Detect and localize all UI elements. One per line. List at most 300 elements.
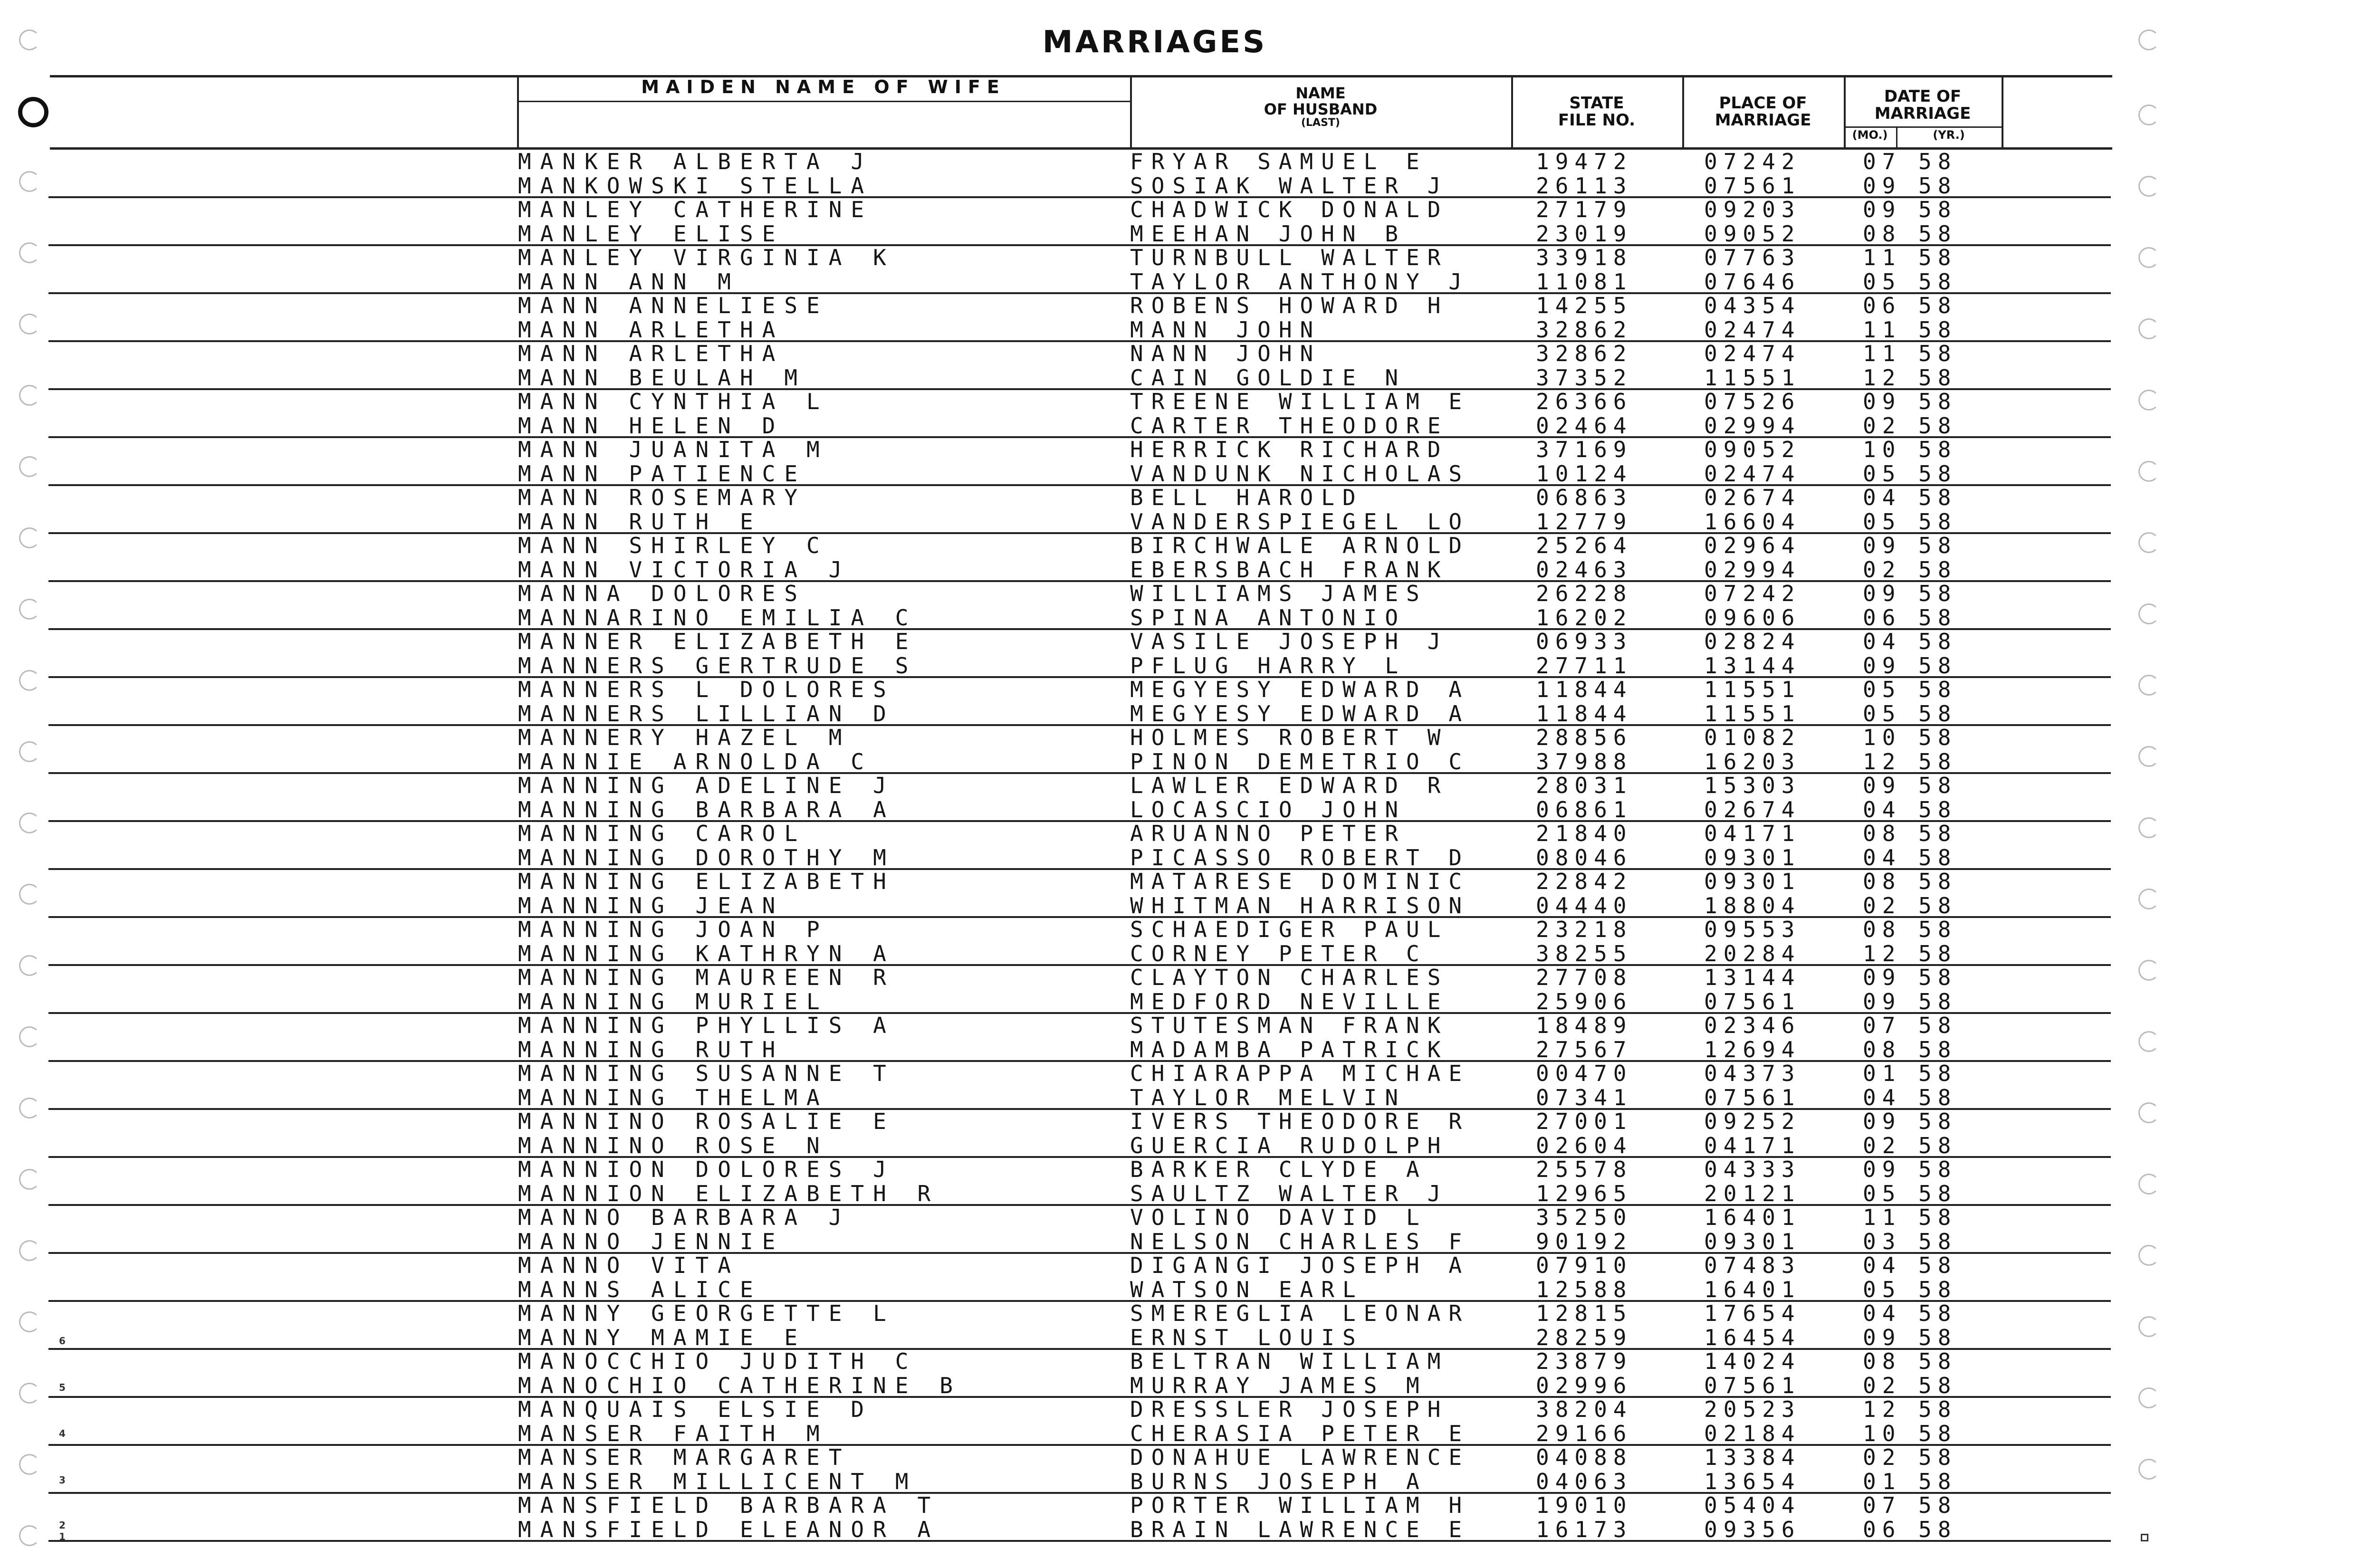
table-row [518, 221, 2005, 245]
binder-hole-icon [19, 741, 40, 762]
place-of-marriage: 07242 [1704, 581, 1801, 606]
place-of-marriage: 07561 [1704, 988, 1801, 1014]
marriage-year: 58 [1918, 485, 1957, 510]
marriage-month: 09 [1863, 1324, 1902, 1350]
place-of-marriage: 09606 [1704, 604, 1801, 631]
table-row [518, 1133, 2005, 1157]
binder-hole-icon [2138, 1316, 2159, 1337]
marriage-month: 10 [1863, 725, 1902, 750]
records-list [518, 149, 2005, 1540]
husband-name: PORTER WILLIAM H [1130, 1492, 1470, 1518]
table-row [518, 557, 2005, 581]
husband-name: HERRICK RICHARD [1130, 437, 1449, 462]
husband-name: SCHAEDIGER PAUL [1130, 917, 1449, 942]
husband-name: TAYLOR MELVIN [1130, 1084, 1407, 1110]
place-of-marriage: 02994 [1704, 556, 1801, 583]
marriage-year: 58 [1918, 1516, 1957, 1542]
husband-name: SOSIAK WALTER J [1130, 172, 1449, 199]
state-file-no: 37352 [1536, 364, 1633, 391]
state-file-no: 32862 [1536, 316, 1633, 343]
state-file-no: 02463 [1536, 556, 1633, 583]
place-of-marriage: 13384 [1704, 1444, 1801, 1470]
place-of-marriage: 09356 [1704, 1516, 1801, 1542]
binder-hole-icon [2138, 960, 2159, 981]
marriage-month: 04 [1863, 485, 1902, 510]
husband-name: BIRCHWALE ARNOLD [1130, 533, 1470, 558]
state-file-no: 12779 [1536, 508, 1633, 535]
state-file-no: 02996 [1536, 1372, 1633, 1398]
table-row [518, 1492, 2005, 1517]
place-of-marriage: 07561 [1704, 1372, 1801, 1398]
table-row [518, 797, 2005, 821]
marriage-month: 01 [1863, 1061, 1902, 1086]
table-row [518, 1373, 2005, 1397]
marriage-year: 58 [1918, 1492, 1957, 1518]
husband-name: VANDUNK NICHOLAS [1130, 460, 1470, 487]
marriage-year: 58 [1918, 1180, 1957, 1206]
place-of-marriage: 09203 [1704, 197, 1801, 222]
header-place-line2: MARRIAGE [1715, 110, 1811, 130]
binder-hole-icon [19, 955, 40, 976]
state-file-no: 10124 [1536, 460, 1633, 487]
table-row [518, 509, 2005, 533]
place-of-marriage: 07526 [1704, 389, 1801, 414]
marriage-year: 58 [1918, 940, 1957, 966]
marriage-year: 58 [1918, 1013, 1957, 1038]
place-of-marriage: 04171 [1704, 821, 1801, 846]
marriage-month: 08 [1863, 821, 1902, 846]
husband-name: CHERASIA PETER E [1130, 1420, 1470, 1446]
husband-name: MEGYESY EDWARD A [1130, 677, 1470, 702]
marriage-month: 10 [1863, 1420, 1902, 1446]
table-row [518, 845, 2005, 869]
marriage-month: 09 [1863, 581, 1902, 606]
marriage-year: 58 [1918, 341, 1957, 366]
marriage-year: 58 [1918, 1084, 1957, 1110]
husband-name: DRESSLER JOSEPH [1130, 1396, 1449, 1422]
husband-name: WHITMAN HARRISON [1130, 892, 1470, 918]
binder-hole-icon [19, 1525, 40, 1546]
marriage-month: 04 [1863, 629, 1902, 654]
place-of-marriage: 17654 [1704, 1300, 1801, 1326]
wife-name: MANKER ALBERTA J [518, 149, 873, 174]
husband-name: BURNS JOSEPH A [1130, 1468, 1428, 1494]
table-row [518, 773, 2005, 797]
marriage-year: 58 [1918, 652, 1957, 679]
marriage-year: 58 [1918, 149, 1957, 174]
place-of-marriage: 20284 [1704, 940, 1801, 966]
marriage-year: 58 [1918, 437, 1957, 462]
marriage-month: 10 [1863, 437, 1902, 462]
wife-name: MANQUAIS ELSIE D [518, 1396, 873, 1422]
wife-name: MANNING PHYLLIS A [518, 1013, 895, 1038]
marriage-month: 06 [1863, 1516, 1902, 1542]
husband-name: PFLUG HARRY L [1130, 652, 1407, 679]
place-of-marriage: 09553 [1704, 917, 1801, 942]
table-row [518, 605, 2005, 629]
wife-name: MANNING THELMA [518, 1084, 829, 1110]
place-of-marriage: 14024 [1704, 1348, 1801, 1374]
table-row [518, 1277, 2005, 1301]
wife-name: MANNER ELIZABETH E [518, 629, 918, 654]
wife-name: MANLEY VIRGINIA K [518, 245, 895, 270]
marriage-month: 08 [1863, 1036, 1902, 1062]
header-husband [1130, 86, 1511, 128]
marriage-year: 58 [1918, 1420, 1957, 1446]
marriage-month: 05 [1863, 1180, 1902, 1206]
place-of-marriage: 02474 [1704, 316, 1801, 343]
marriage-month: 02 [1863, 892, 1902, 918]
marriage-year: 58 [1918, 245, 1957, 270]
place-of-marriage: 11551 [1704, 700, 1801, 727]
table-row [518, 1252, 2005, 1277]
place-of-marriage: 05404 [1704, 1492, 1801, 1518]
binder-hole-icon [19, 1098, 40, 1119]
marriage-month: 09 [1863, 172, 1902, 199]
marriage-year: 58 [1918, 1132, 1957, 1158]
place-of-marriage: 04354 [1704, 293, 1801, 318]
wife-name: MANNINO ROSE N [518, 1132, 829, 1158]
marriage-month: 02 [1863, 412, 1902, 439]
state-file-no: 28259 [1536, 1324, 1633, 1350]
husband-name: MURRAY JAMES M [1130, 1372, 1428, 1398]
place-of-marriage: 02184 [1704, 1420, 1801, 1446]
marriage-month: 11 [1863, 245, 1902, 270]
marriage-month: 04 [1863, 1252, 1902, 1278]
wife-name: MANSFIELD BARBARA T [518, 1492, 940, 1518]
place-of-marriage: 20121 [1704, 1180, 1801, 1206]
table-row [518, 893, 2005, 917]
header-place-line1: PLACE OF [1719, 94, 1807, 113]
table-row [518, 677, 2005, 701]
marriage-year: 58 [1918, 773, 1957, 798]
marriage-month: 07 [1863, 1013, 1902, 1038]
binder-hole-icon [2138, 889, 2159, 909]
place-of-marriage: 09301 [1704, 1228, 1801, 1254]
marriage-year: 58 [1918, 892, 1957, 918]
marriage-month: 12 [1863, 748, 1902, 774]
place-of-marriage: 12694 [1704, 1036, 1801, 1062]
marriage-year: 58 [1918, 965, 1957, 990]
table-row [518, 1421, 2005, 1445]
marriage-year: 58 [1918, 1444, 1957, 1470]
table-row [518, 653, 2005, 677]
marriage-year: 58 [1918, 508, 1957, 535]
state-file-no: 06933 [1536, 629, 1633, 654]
state-file-no: 12965 [1536, 1180, 1633, 1206]
wife-name: MANNING KATHRYN A [518, 940, 895, 966]
state-file-no: 27567 [1536, 1036, 1633, 1062]
binder-hole-icon [2138, 1245, 2159, 1266]
binder-hole-icon [2138, 390, 2159, 411]
binder-hole-icon [2138, 1102, 2159, 1123]
marriage-year: 58 [1918, 316, 1957, 343]
marriage-month: 07 [1863, 149, 1902, 174]
margin-number: 1 [59, 1531, 66, 1542]
husband-name: DONAHUE LAWRENCE [1130, 1444, 1470, 1470]
place-of-marriage: 02994 [1704, 412, 1801, 439]
husband-name: VOLINO DAVID L [1130, 1205, 1428, 1230]
state-file-no: 38255 [1536, 940, 1633, 966]
wife-name: MANNINO ROSALIE E [518, 1109, 895, 1134]
wife-name: MANNA DOLORES [518, 581, 807, 606]
marriage-month: 04 [1863, 844, 1902, 870]
marriage-year: 58 [1918, 268, 1957, 295]
table-row [518, 1157, 2005, 1181]
marriage-year: 58 [1918, 748, 1957, 774]
marriage-year: 58 [1918, 389, 1957, 414]
husband-name: IVERS THEODORE R [1130, 1109, 1470, 1134]
table-row [518, 1085, 2005, 1109]
wife-header-divider [517, 101, 1130, 102]
wife-name: MANNING SUSANNE T [518, 1061, 895, 1086]
state-file-no: 33918 [1536, 245, 1633, 270]
state-file-no: 26228 [1536, 581, 1633, 606]
state-file-no: 22842 [1536, 869, 1633, 894]
marriage-month: 09 [1863, 389, 1902, 414]
wife-name: MANNING MAUREEN R [518, 965, 895, 990]
husband-name: LAWLER EDWARD R [1130, 773, 1449, 798]
husband-name: STUTESMAN FRANK [1130, 1013, 1449, 1038]
husband-name: WILLIAMS JAMES [1130, 581, 1428, 606]
place-of-marriage: 16203 [1704, 748, 1801, 774]
place-of-marriage: 07561 [1704, 172, 1801, 199]
state-file-no: 27711 [1536, 652, 1633, 679]
place-of-marriage: 04171 [1704, 1132, 1801, 1158]
state-file-no: 29166 [1536, 1420, 1633, 1446]
marriage-year: 58 [1918, 1157, 1957, 1182]
state-file-no: 25578 [1536, 1157, 1633, 1182]
marriage-year: 58 [1918, 988, 1957, 1014]
header-mo: (MO.) [1852, 128, 1888, 142]
place-of-marriage: 02474 [1704, 460, 1801, 487]
marriage-month: 08 [1863, 917, 1902, 942]
table-row [518, 149, 2005, 173]
binder-hole-icon [2138, 675, 2159, 696]
husband-name: CARTER THEODORE [1130, 412, 1449, 439]
marriage-year: 58 [1918, 844, 1957, 870]
binder-hole-icon [2138, 1459, 2159, 1480]
marriage-month: 02 [1863, 1444, 1902, 1470]
place-of-marriage: 02964 [1704, 533, 1801, 558]
place-of-marriage: 13144 [1704, 965, 1801, 990]
state-file-no: 32862 [1536, 341, 1633, 366]
husband-name: LOCASCIO JOHN [1130, 796, 1407, 822]
husband-name: CLAYTON CHARLES [1130, 965, 1449, 990]
place-of-marriage: 13654 [1704, 1468, 1801, 1494]
husband-name: WATSON EARL [1130, 1276, 1364, 1302]
binder-hole-icon [2138, 29, 2159, 50]
wife-name: MANNERY HAZEL M [518, 725, 851, 750]
state-file-no: 35250 [1536, 1205, 1633, 1230]
place-of-marriage: 09052 [1704, 437, 1801, 462]
wife-name: MANN HELEN D [518, 412, 785, 439]
wife-name: MANSER MARGARET [518, 1444, 851, 1470]
wife-name: MANNION ELIZABETH R [518, 1180, 940, 1206]
wife-name: MANLEY ELISE [518, 220, 785, 247]
marriage-year: 58 [1918, 677, 1957, 702]
state-file-no: 19010 [1536, 1492, 1633, 1518]
marriage-year: 58 [1918, 1061, 1957, 1086]
binder-hole-icon [2138, 532, 2159, 553]
state-file-no: 26366 [1536, 389, 1633, 414]
wife-name: MANNERS LILLIAN D [518, 700, 895, 727]
header-top-rule [50, 75, 2112, 77]
wife-name: MANNING JEAN [518, 892, 785, 918]
table-row [518, 1205, 2005, 1229]
binder-hole-icon [19, 1311, 40, 1332]
marriage-year: 58 [1918, 1228, 1957, 1254]
wife-name: MANNION DOLORES J [518, 1157, 895, 1182]
state-file-no: 12588 [1536, 1276, 1633, 1302]
place-of-marriage: 13144 [1704, 652, 1801, 679]
state-file-no: 11844 [1536, 700, 1633, 727]
husband-name: BELTRAN WILLIAM [1130, 1348, 1449, 1374]
table-row [518, 965, 2005, 989]
husband-name: MEDFORD NEVILLE [1130, 988, 1449, 1014]
binder-hole-icon [19, 29, 40, 50]
state-file-no: 11844 [1536, 677, 1633, 702]
husband-name: MANN JOHN [1130, 316, 1322, 343]
state-file-no: 26113 [1536, 172, 1633, 199]
wife-name: MANN VICTORIA J [518, 556, 851, 583]
wife-name: MANOCHIO CATHERINE B [518, 1372, 962, 1398]
wife-name: MANNING MURIEL [518, 988, 829, 1014]
state-file-no: 04440 [1536, 892, 1633, 918]
header-yr: (YR.) [1933, 128, 1965, 142]
marriage-month: 09 [1863, 652, 1902, 679]
row-pair-rule [48, 1540, 2111, 1542]
husband-name: FRYAR SAMUEL E [1130, 149, 1428, 174]
marriage-month: 05 [1863, 1276, 1902, 1302]
state-file-no: 08046 [1536, 844, 1633, 870]
marriage-month: 11 [1863, 316, 1902, 343]
state-file-no: 06861 [1536, 796, 1633, 822]
state-file-no: 25906 [1536, 988, 1633, 1014]
wife-name: MANN ANNELIESE [518, 293, 829, 318]
wife-name: MANN BEULAH M [518, 364, 807, 391]
wife-name: MANNARINO EMILIA C [518, 604, 918, 631]
marriage-month: 09 [1863, 965, 1902, 990]
table-row [518, 1517, 2005, 1541]
marriage-year: 58 [1918, 917, 1957, 942]
marriage-year: 58 [1918, 1324, 1957, 1350]
place-of-marriage: 04373 [1704, 1061, 1801, 1086]
marriage-year: 58 [1918, 533, 1957, 558]
table-row [518, 581, 2005, 605]
marriage-month: 08 [1863, 869, 1902, 894]
wife-name: MANSER FAITH M [518, 1420, 829, 1446]
wife-name: MANN ARLETHA [518, 341, 785, 366]
marriage-year: 58 [1918, 1300, 1957, 1326]
marriage-month: 12 [1863, 1396, 1902, 1422]
state-file-no: 19472 [1536, 149, 1633, 174]
state-file-no: 25264 [1536, 533, 1633, 558]
table-row [518, 389, 2005, 413]
table-row [518, 413, 2005, 437]
table-row [518, 629, 2005, 653]
table-row [518, 701, 2005, 725]
state-file-no: 23218 [1536, 917, 1633, 942]
state-file-no: 00470 [1536, 1061, 1633, 1086]
date-header-divider [1844, 126, 2002, 128]
state-file-no: 90192 [1536, 1228, 1633, 1254]
header-file [1511, 95, 1682, 129]
state-file-no: 27179 [1536, 197, 1633, 222]
binder-hole-icon [2138, 318, 2159, 339]
binder-hole-icon [2138, 105, 2159, 125]
marriage-year: 58 [1918, 1252, 1957, 1278]
state-file-no: 37169 [1536, 437, 1633, 462]
corner-mark-icon [2141, 1534, 2148, 1541]
marriage-month: 02 [1863, 556, 1902, 583]
header-date-line1: DATE OF [1884, 87, 1962, 106]
table-row [518, 1181, 2005, 1205]
wife-name: MANN RUTH E [518, 508, 762, 535]
wife-name: MANSER MILLICENT M [518, 1468, 918, 1494]
table-row [518, 1469, 2005, 1493]
husband-name: MEGYESY EDWARD A [1130, 700, 1470, 727]
husband-name: CORNEY PETER C [1130, 940, 1428, 966]
wife-name: MANNO VITA [518, 1252, 740, 1278]
table-row [518, 749, 2005, 773]
place-of-marriage: 16401 [1704, 1276, 1801, 1302]
header-husband-line1: NAME [1295, 84, 1346, 102]
wife-name: MANN ROSEMARY [518, 485, 807, 510]
husband-name: ROBENS HOWARD H [1130, 293, 1449, 318]
marriage-year: 58 [1918, 1276, 1957, 1302]
place-of-marriage: 20523 [1704, 1396, 1801, 1422]
table-row [518, 437, 2005, 461]
table-row [518, 1396, 2005, 1421]
margin-number: 4 [59, 1428, 66, 1439]
header-husband-line2: OF HUSBAND [1264, 100, 1378, 118]
table-row [518, 821, 2005, 845]
marriage-month: 09 [1863, 1109, 1902, 1134]
husband-name: NELSON CHARLES F [1130, 1228, 1470, 1254]
state-file-no: 38204 [1536, 1396, 1633, 1422]
wife-name: MANNIE ARNOLDA C [518, 748, 873, 774]
table-row [518, 197, 2005, 221]
wife-name: MANNING ADELINE J [518, 773, 895, 798]
husband-name: SPINA ANTONIO [1130, 604, 1407, 631]
marriage-month: 07 [1863, 1492, 1902, 1518]
binder-hole-icon [2138, 746, 2159, 767]
header-date [1844, 88, 2002, 122]
state-file-no: 27001 [1536, 1109, 1633, 1134]
place-of-marriage: 09301 [1704, 844, 1801, 870]
marriage-month: 08 [1863, 1348, 1902, 1374]
wife-name: MANN JUANITA M [518, 437, 829, 462]
wife-name: MANLEY CATHERINE [518, 197, 873, 222]
wife-name: MANNS ALICE [518, 1276, 762, 1302]
binder-hole-icon [2138, 817, 2159, 838]
marriage-year: 58 [1918, 581, 1957, 606]
husband-name: CHADWICK DONALD [1130, 197, 1449, 222]
marriage-month: 09 [1863, 773, 1902, 798]
wife-name: MANNY GEORGETTE L [518, 1300, 895, 1326]
header-file-line1: STATE [1569, 94, 1624, 113]
husband-name: PINON DEMETRIO C [1130, 748, 1470, 774]
wife-name: MANNO BARBARA J [518, 1205, 851, 1230]
state-file-no: 16202 [1536, 604, 1633, 631]
wife-name: MANOCCHIO JUDITH C [518, 1348, 918, 1374]
husband-name: DIGANGI JOSEPH A [1130, 1252, 1470, 1278]
husband-name: TAYLOR ANTHONY J [1130, 268, 1470, 295]
margin-number: 3 [59, 1474, 66, 1486]
wife-name: MANNO JENNIE [518, 1228, 785, 1254]
wife-name: MANNING RUTH [518, 1036, 785, 1062]
